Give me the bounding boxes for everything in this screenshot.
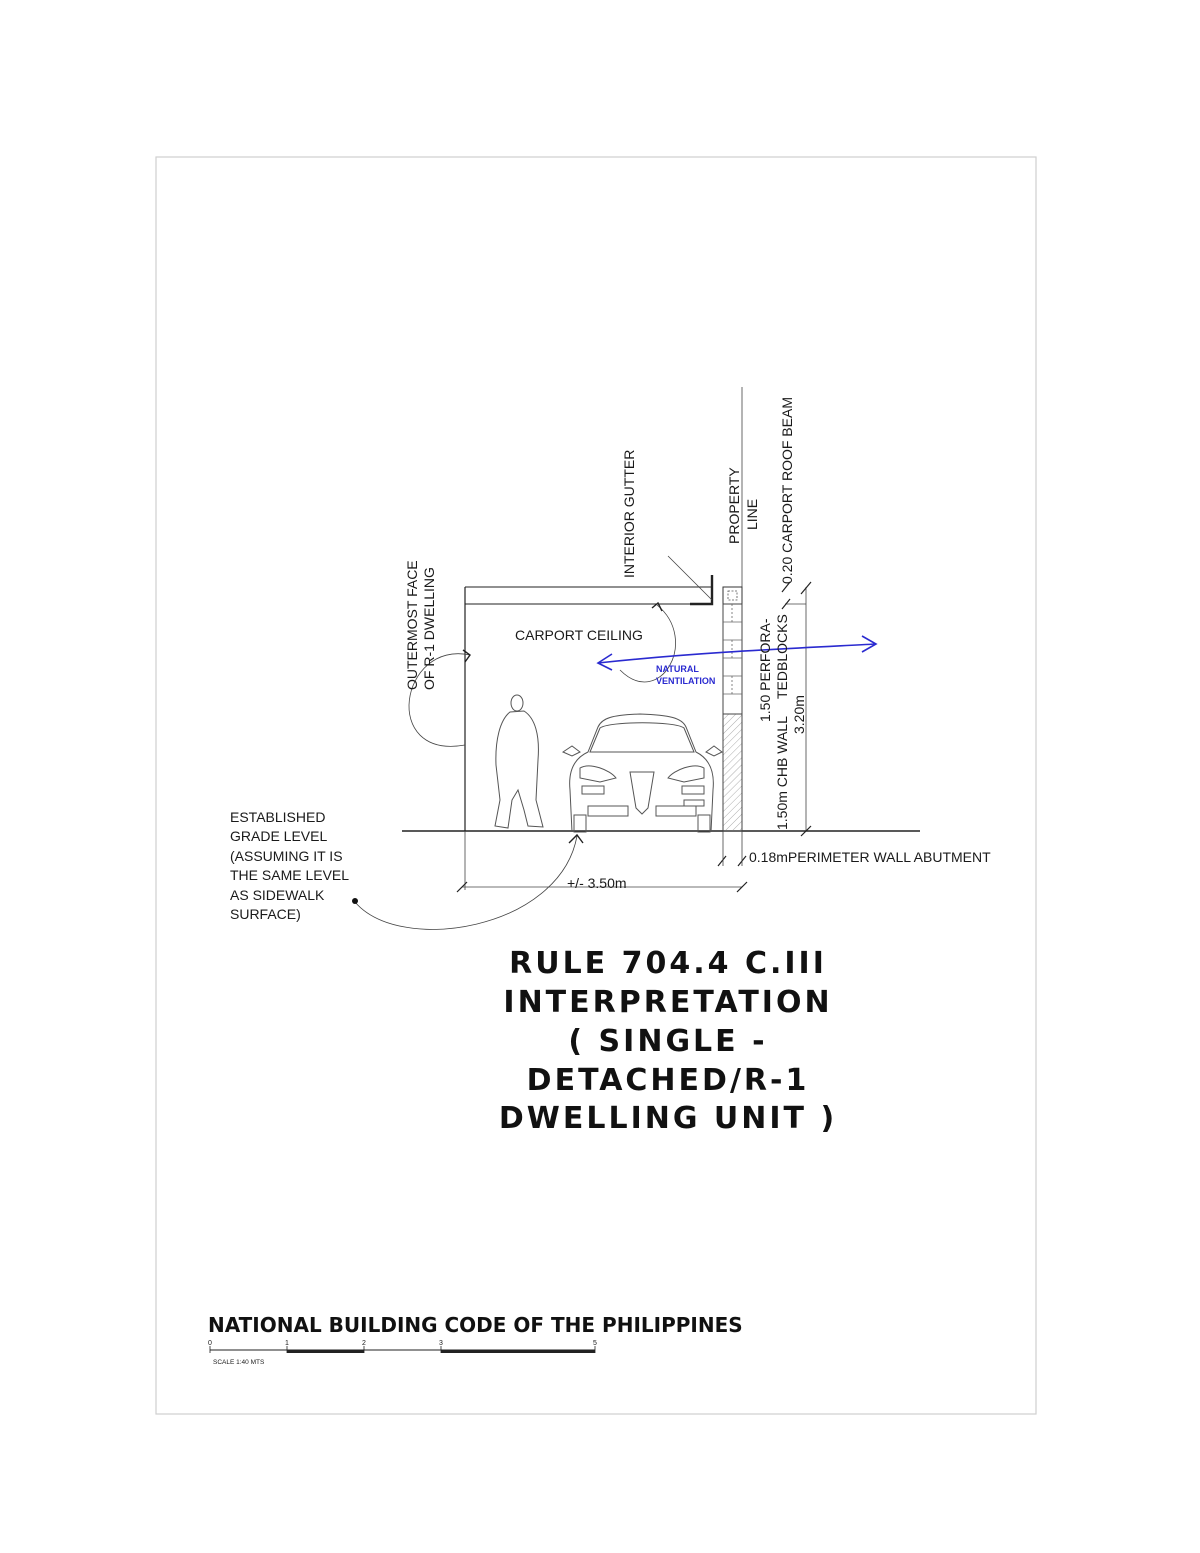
carport-ceiling-label: CARPORT CEILING: [515, 627, 643, 643]
code-name: NATIONAL BUILDING CODE OF THE PHILIPPINES: [208, 1313, 743, 1337]
perforated-blocks: [723, 604, 742, 714]
grade-level-label-3: (ASSUMING IT IS: [230, 848, 343, 864]
height-dimension-label: 3.20m: [791, 695, 807, 734]
grade-level-label-5: AS SIDEWALK: [230, 887, 325, 903]
scale-tick-5: 5: [593, 1340, 597, 1347]
scale-tick-1: 1: [285, 1340, 289, 1347]
abutment-label: 0.18mPERIMETER WALL ABUTMENT: [749, 849, 991, 865]
width-dimension-label: +/- 3.50m: [567, 875, 627, 891]
scale-tick-3: 3: [439, 1340, 443, 1347]
scale-tick-2: 2: [362, 1340, 366, 1347]
property-line-label-1: PROPERTY: [726, 467, 742, 544]
grade-level-label-2: GRADE LEVEL: [230, 828, 328, 844]
perforated-blocks-label-1: 1.50 PERFORA-: [757, 618, 773, 722]
perforated-block-joints: [723, 604, 742, 694]
scale-bar: [210, 1346, 595, 1353]
title-line-2: INTERPRETATION: [503, 985, 833, 1020]
interior-gutter-label: INTERIOR GUTTER: [621, 449, 637, 578]
car-front: [563, 714, 722, 832]
roof-beam-block: [723, 587, 742, 604]
title-line-3: ( SINGLE -: [568, 1024, 768, 1059]
abutment-tick-left: [718, 856, 726, 866]
perforated-blocks-label-2: TEDBLOCKS: [774, 614, 790, 699]
natural-ventilation-label-1: NATURAL: [656, 664, 699, 674]
grade-level-dot: [352, 898, 358, 904]
ventilation-arrow-line: [598, 644, 876, 663]
chb-wall: [723, 714, 742, 831]
grade-level-label-6: SURFACE): [230, 906, 301, 922]
property-line-label-2: LINE: [744, 498, 760, 530]
title-line-5: DWELLING UNIT ): [498, 1101, 838, 1136]
scale-tick-0: 0: [208, 1340, 212, 1347]
outermost-face-label-1: OUTERMOST FACE: [404, 560, 420, 690]
scale-note: SCALE 1:40 MTS: [213, 1359, 265, 1366]
chb-wall-label: 1.50m CHB WALL: [774, 716, 790, 830]
title-line-4: DETACHED/R-1: [526, 1063, 810, 1098]
natural-ventilation-label-2: VENTILATION: [656, 676, 716, 686]
gutter-leader: [668, 556, 712, 600]
grade-level-label-4: THE SAME LEVEL: [230, 867, 350, 883]
outermost-face-label-2: OF R-1 DWELLING: [421, 567, 437, 690]
grade-level-label-1: ESTABLISHED: [230, 809, 326, 825]
outermost-face-arrow: [463, 650, 470, 662]
roof-beam-inner: [728, 591, 737, 600]
roof-beam-label: 0.20 CARPORT ROOF BEAM: [779, 397, 795, 584]
person-figure: [495, 695, 543, 828]
title-line-1: RULE 704.4 C.III: [509, 946, 827, 981]
